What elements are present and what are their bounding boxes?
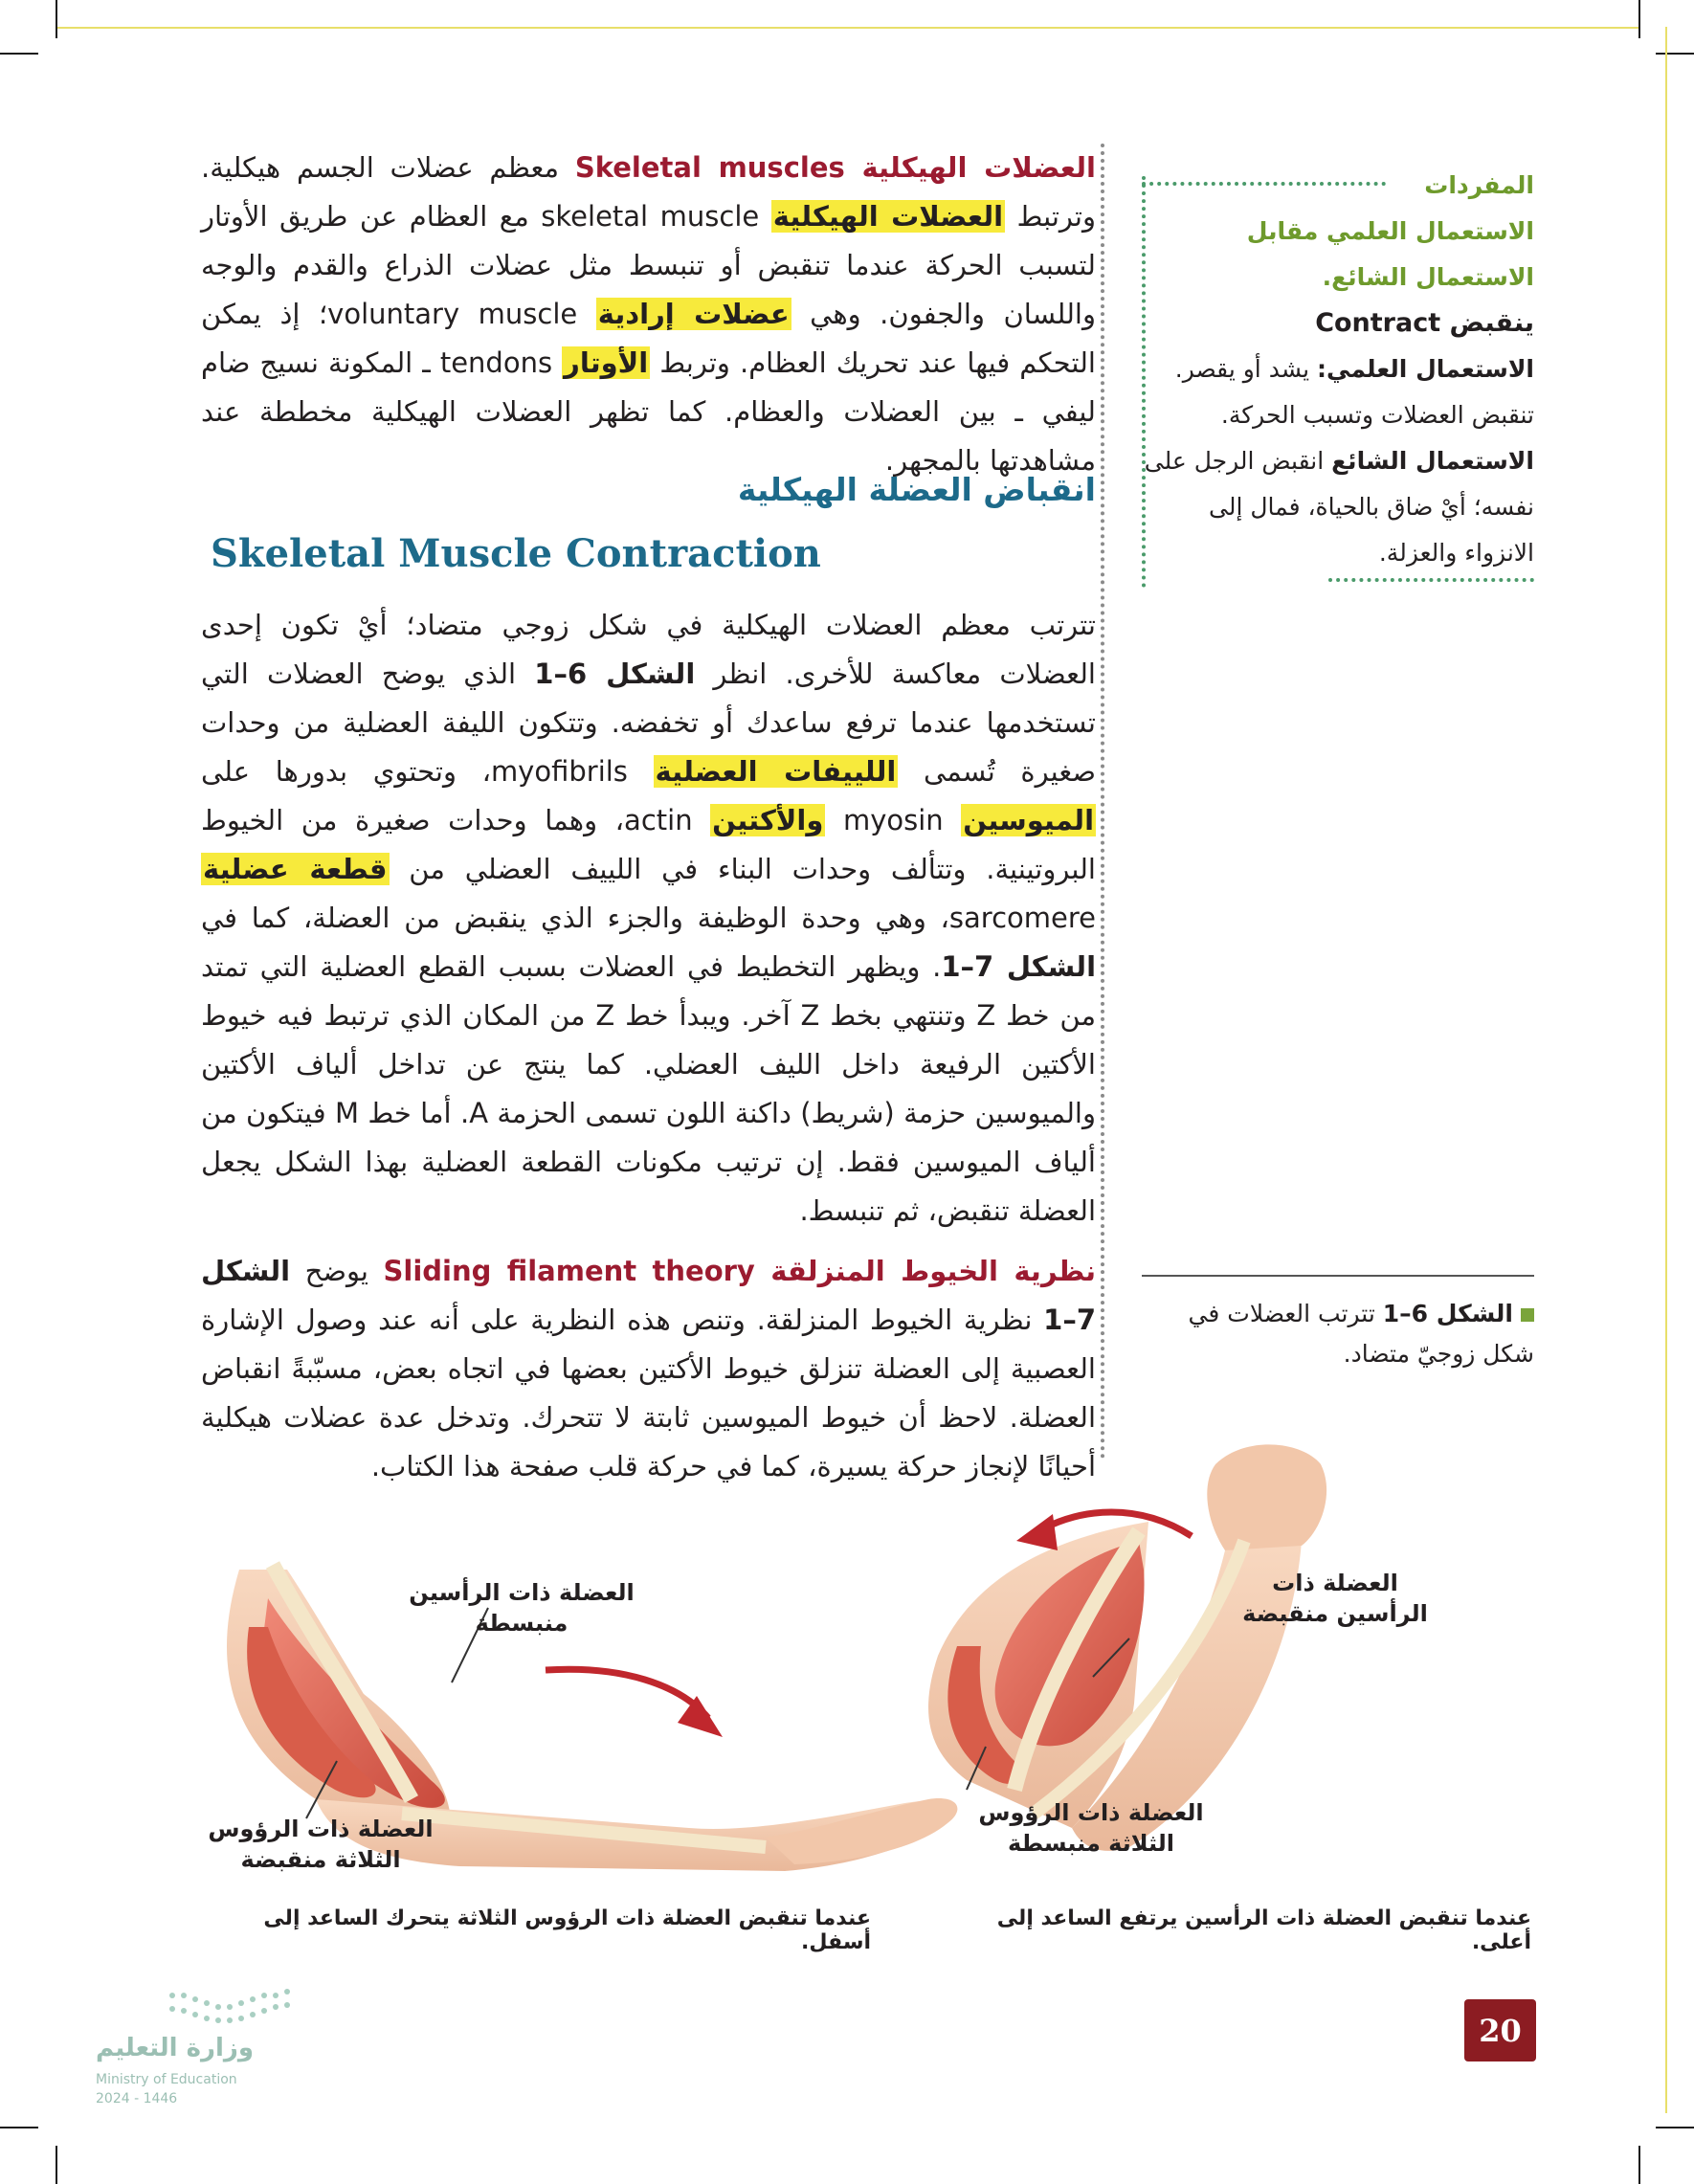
text-run: الذي يوضح العضلات التي تستخدمها عندما ترفع ساعدك أو تخفضه. وتتكون الليفة العضلية من وحدات صغيرة تُسمى [201,657,1096,788]
text-run: voluntary muscle؛ إذ يمكن التحكم فيها عند تحريك العظام. وتربط [201,298,1096,379]
vocab-common-use [1142,438,1534,576]
term-sliding-filament-en: Sliding filament theory [383,1255,755,1287]
ministry-dots-icon [163,1986,306,2029]
section-heading-english: Skeletal Muscle Contraction [211,531,821,576]
left-figure-caption: عندما تنقبض العضلة ذات الرؤوس الثلاثة يتحرك الساعد إلى أسفل. [263,1906,871,1954]
main-text-column [201,144,1096,485]
frame-top [57,27,1638,29]
page-number: 20 [1464,1999,1536,2061]
highlight-term: الأوتار [564,346,649,379]
vocab-sci-text: يشد أو يقصر. تنقبض العضلات وتسبب الحركة. [1174,355,1534,429]
text-run: . ويظهر التخطيط في العضلات بسبب القطع العضلية التي تمتد من خط Z وتنتهي بخط Z آخر. ويبدأ خط Z من المكان الذي ترتبط فيه خيوط الأكتين الرفيعة داخل الليف العضلي. كما ينتج عن تداخل ألياف الأكتين والميوسين حزمة (شريط) داكنة اللون تسمى الحزمة A. أما خط M فيتكون من ألياف الميوسين فقط. إن ترتيب مكونات القطعة العضلية بهذا الشكل يجعل العضلة تنقبض، ثم تنبسط. [201,950,1097,1227]
vocab-common-text: انقبض الرجل على نفسه؛ أيْ ضاق بالحياة، فمال إلى الانزواء والعزلة. [1144,447,1534,567]
section-heading-arabic: انقباض العضلة الهيكلية [737,471,1096,508]
highlight-term: العضلات الهيكلية [772,200,1004,233]
text-run: myofibrils، وتحتوي بدورها على [201,755,654,788]
term-skeletal-muscles-en: Skeletal muscles [574,151,845,184]
highlight-term: قطعة عضلية [203,853,388,885]
text-run: sarcomere، وهي وحدة الوظيفة والجزء الذي ينقبض من العضلة، كما في [201,902,1096,934]
left-triceps-label: العضلة ذات الرؤوس الثلاثة منقبضة [208,1816,434,1873]
figure-ref: الشكل 6–1 [534,657,696,690]
paragraph-contraction [201,601,1096,1236]
crop-mark [56,2146,57,2184]
text-run: معظم عضلات الجسم هيكلية. وترتبط [201,151,1096,233]
ministry-name-en: Ministry of Education [96,2072,237,2087]
right-triceps-label: العضلة ذات الرؤوس الثلاثة منبسطة [978,1799,1204,1857]
dotted-rule [1328,578,1534,582]
arrow-head [678,1696,723,1737]
main-text-column-2 [201,601,1096,1491]
text-run: actin، وهما وحدات صغيرة من الخيوط البروتينية. وتتألف وحدات البناء في اللييف العضلي من [201,804,1096,885]
crop-mark [1656,2127,1694,2128]
vocab-scientific-use [1142,346,1534,438]
vocab-term: ينقبض Contract [1315,308,1534,338]
motion-arrow [546,1669,708,1718]
highlight-term: عضلات إرادية [597,298,790,330]
vocab-subtitle: الاستعمال العلمي مقابل [1246,217,1534,245]
right-figure-caption: عندما تنقبض العضلة ذات الرأسين يرتفع الساعد إلى أعلى. [996,1906,1531,1954]
fist-skin [1207,1444,1326,1550]
text-run: myosin [825,804,962,836]
right-biceps-label: العضلة ذات الرأسين منقبضة [1242,1570,1428,1627]
frame-right [1665,27,1667,2113]
vocab-subtitle: الاستعمال الشائع. [1322,263,1534,291]
highlight-term: الميوسين [963,804,1095,836]
crop-mark [0,2127,38,2128]
crop-mark [1656,53,1694,55]
text-run: يوضح [290,1255,384,1287]
ministry-name-ar: وزارة التعليم [96,2034,254,2062]
paragraph-skeletal-muscles [201,144,1096,485]
caption-label: الشكل 6–1 [1382,1300,1513,1327]
vocab-title-row [1142,163,1534,209]
dotted-rule-left [1142,176,1146,588]
text-run: tendons ـ المكونة نسيج ضام ليفي ـ بين العضلات والعظام. كما تظهر العضلات الهيكلية مخططة عند مشاهدتها بالمجهر. [201,346,1096,477]
vocabulary-box [1142,163,1534,582]
figure-ref: الشكل 7–1 [201,1255,1096,1336]
term-skeletal-muscles: العضلات الهيكلية [844,151,1096,184]
text-run: skeletal muscle مع العظام عن طريق الأوتار لتسبب الحركة عندما تنقبض أو تنبسط مثل عضلات الذراع والقدم والوجه واللسان والجفون. وهي [201,200,1096,330]
ministry-year: 2024 - 1446 [96,2091,178,2106]
figure-ref: الشكل 7–1 [941,950,1097,983]
vocab-sci-label: الاستعمال العلمي: [1317,355,1534,383]
crop-mark [1638,0,1640,38]
dotted-rule [1142,182,1386,186]
text-run: نظرية الخيوط المنزلقة. وتنص هذه النظرية على أنه عند وصول الإشارة العصبية إلى العضلة تنزلق خيوط الأكتين بعضها في اتجاه بعض، مسبّبةً انقباض العضلة. لاحظ أن خيوط الميوسين ثابتة لا تتحرك. وتدخل عدة عضلات هيكلية أحيانًا لإنجاز حركة يسيرة، كما في حركة قلب صفحة هذا الكتاب. [201,1304,1096,1482]
arrow-head [1016,1514,1058,1550]
crop-mark [1638,2146,1640,2184]
crop-mark [0,53,38,55]
flexed-arm [928,1444,1326,1851]
caption-bullet-icon [1521,1308,1534,1322]
text-run: تترتب معظم العضلات الهيكلية في شكل زوجي متضاد؛ أيْ تكون إحدى العضلات معاكسة للأخرى. انظر [201,609,1096,690]
vocab-common-label: الاستعمال الشائع [1331,447,1534,475]
vocab-title: المفردات [1424,171,1534,199]
crop-mark [56,0,57,38]
highlight-term: والأكتين [712,804,824,836]
caption-text: تترتب العضلات في شكل زوجيّ متضاد. [1188,1300,1534,1368]
figure-6-1-caption [1142,1275,1534,1374]
left-biceps-label: العضلة ذات الرأسين منبسطة [409,1579,635,1637]
term-sliding-filament: نظرية الخيوط المنزلقة [754,1255,1096,1287]
highlight-term: اللييفات العضلية [655,755,897,788]
column-divider [1101,144,1104,1460]
